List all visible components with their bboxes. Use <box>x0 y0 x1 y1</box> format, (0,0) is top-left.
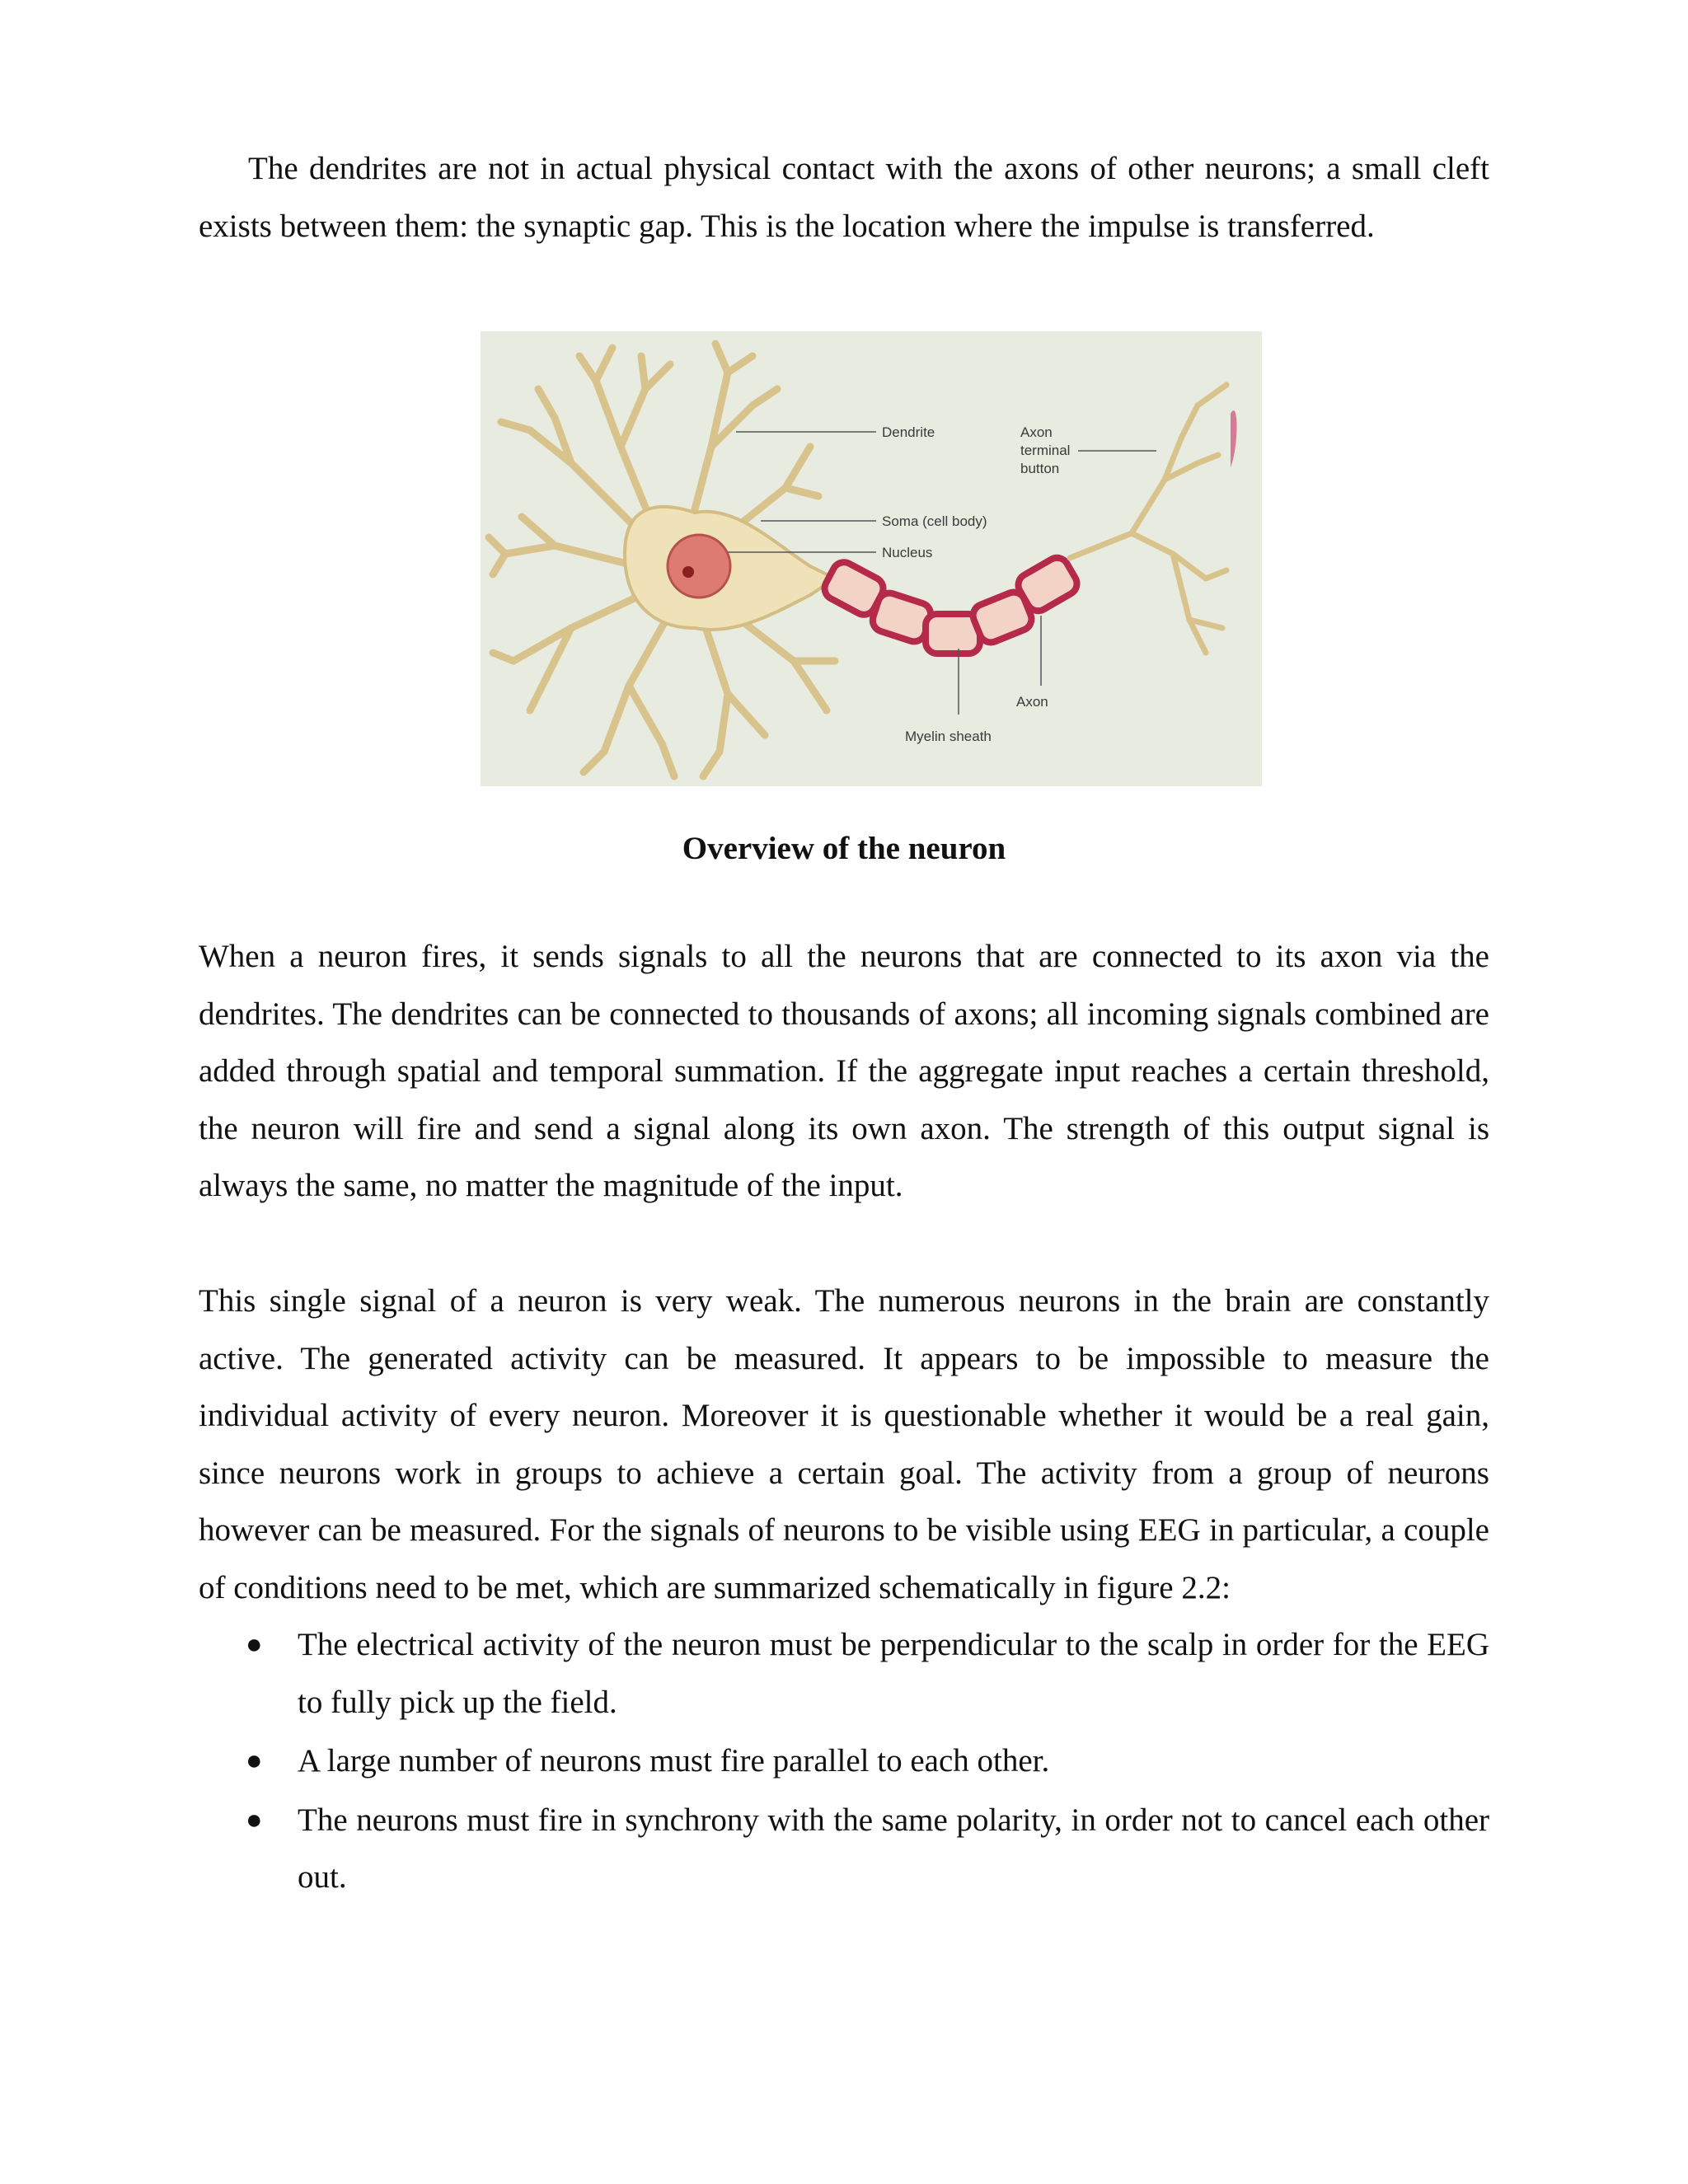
list-item <box>199 1792 1489 1906</box>
bullet-icon: ● <box>246 1629 263 1660</box>
label-axon-terminal-line1: Axon <box>1020 424 1053 440</box>
label-nucleus: Nucleus <box>882 545 933 560</box>
list-item-text: The neurons must fire in synchrony with the same polarity, in order not to cancel each other out. <box>298 1802 1489 1895</box>
list-item <box>199 1732 1489 1790</box>
list-item-text: The electrical activity of the neuron must be perpendicular to the scalp in order for the EEG to fully pick up the field. <box>298 1627 1489 1720</box>
conditions-list <box>199 1616 1489 1908</box>
paragraph-synaptic-gap: The dendrites are not in actual physical contact with the axons of other neurons; a small cleft exists between them: the synaptic gap. This is the location where the impulse is transferred. <box>199 151 1489 244</box>
label-dendrite: Dendrite <box>882 424 935 440</box>
neuron-illustration <box>481 331 1262 786</box>
list-item <box>199 1616 1489 1731</box>
bullet-icon: ● <box>246 1746 263 1776</box>
figure-caption: Overview of the neuron <box>682 831 1006 866</box>
label-axon-terminal-line2: terminal <box>1020 443 1071 458</box>
neuron-figure <box>481 331 1262 786</box>
paragraph-neuron-firing: When a neuron fires, it sends signals to all the neurons that are connected to its axon via the dendrites. The dendrites can be connected to thousands of axons; all incoming signals combined are added through spatial and temporal summation. If the aggregate input reaches a certain threshold, the neuron will fire and send a signal along its own axon. The strength of this output signal is always the same, no matter the magnitude of the input. <box>199 939 1489 1203</box>
label-soma: Soma (cell body) <box>882 513 987 529</box>
bullet-icon: ● <box>246 1804 263 1835</box>
list-item-text: A large number of neurons must fire parallel to each other. <box>298 1743 1050 1779</box>
paragraph-eeg-conditions: This single signal of a neuron is very weak. The numerous neurons in the brain are constantly active. The generated activity can be measured. It appears to be impossible to measure the individual activity of every neuron. Moreover it is questionable whether it would be a real gain, since neurons work in groups to achieve a certain goal. The activity from a group of neurons however can be measured. For the signals of neurons to be visible using EEG in particular, a couple of conditions need to be met, which are summarized schematically in figure 2.2: <box>199 1283 1489 1605</box>
label-axon-terminal-line3: button <box>1020 461 1060 476</box>
label-axon: Axon <box>1016 694 1048 710</box>
label-myelin-sheath: Myelin sheath <box>905 729 992 744</box>
